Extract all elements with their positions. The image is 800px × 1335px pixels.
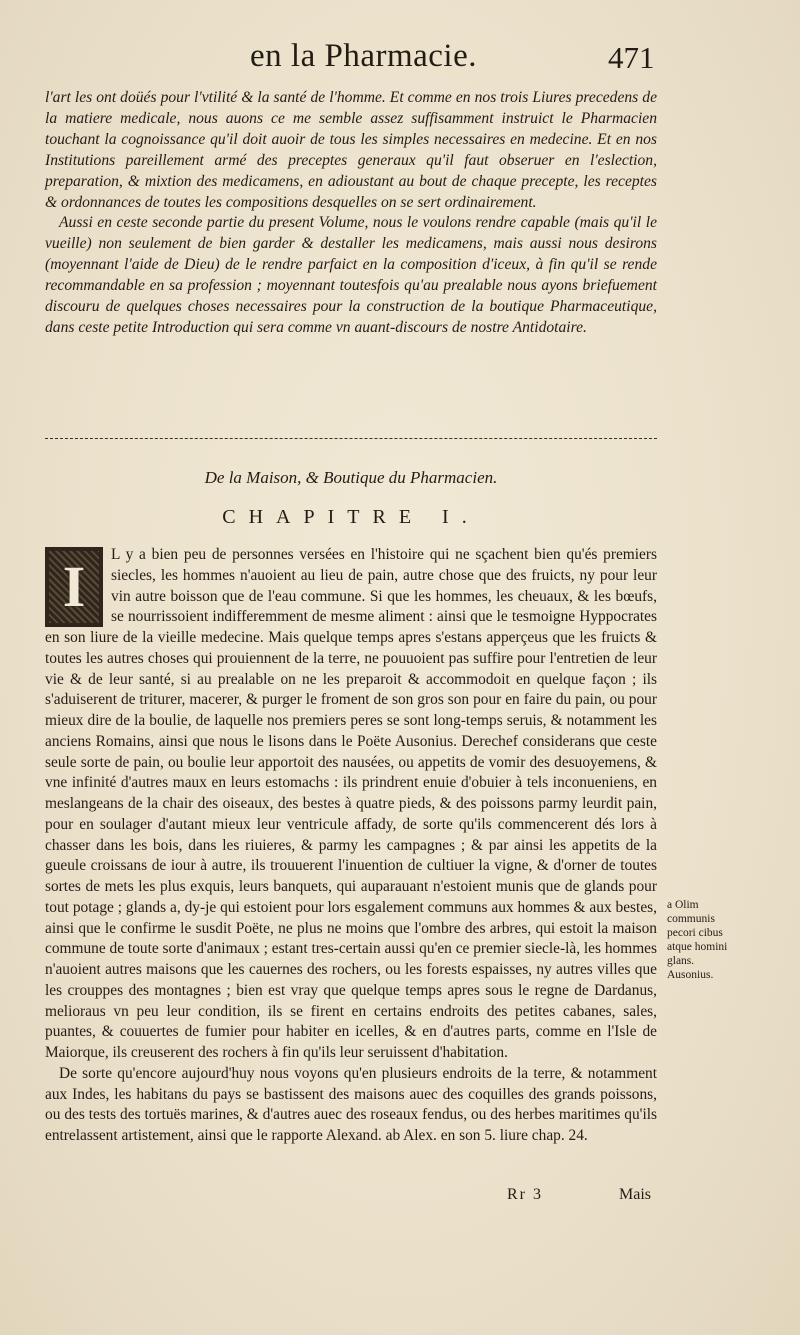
italic-paragraph-1: l'art les ont doüés pour l'vtilité & la santé de l'homme. Et comme en nos trois Liures precedens de la matiere medicale, nous auons ce me semble assez suffisamment instruict le Pharmacien touchant la cognoissance qu'il doit auoir de tous les simples necessaires en medecine. Et en nos Institutions pareillement armé des preceptes generaux qu'il faut obseruer en l'eslection, preparation, & mixtion des medicamens, en adioustant au bout de chaque precepte, les receptes & ordonnances de toutes les compositions desquelles on se sert ordinairement.: [45, 89, 657, 211]
initial-ornament: [49, 551, 99, 623]
section-divider: [45, 438, 657, 439]
body-paragraph-1: L y a bien peu de personnes versées en l'histoire qui ne sçachent bien qu'és premiers siecles, les hommes n'auoient au lieu de pain, autre chose que des fruicts, ny pour leur vin autre boisson que de l'eau commune. Si que les hommes, les cheuaux, & les bœufs, se nourrissoient indifferemment de mesme aliment : ainsi que le tesmoigne Hyppocrates en son liure de la vieille medecine. Mais quelque temps apres s'estans apperçeus que les fruicts & toutes les autres choses qui prouiennent de la terre, ne pouuoient pas suffire pour l'entretien de leur vie & de leur santé, si au prealable on ne les preparoit & accommodoit en quelque façon ; ils s'aduiserent de triturer, macerer, & purger le froment de son gros son pour en faire du pain, ou pour mieux dire de la boulie, de laquelle nos premiers peres se sont long-temps seruis, & notamment les anciens Romains, ainsi que nous le lisons dans le Poëte Ausonius. Derechef considerans que ceste seule sorte de pain, ou boulie leur apportoit des nausées, ou appetits de vomir des desuoyemens, & vne infinité d'autres maux en leurs estomachs : ils prindrent enuie d'obuier à tels inconueniens, en meslangeans de la chair des oiseaux, des bestes à quatre pieds, & des poissons parmy leurdit pain, pour en soulager d'autant mieux leur ventricule affady, de sorte qu'ils commencerent dés lors à chasser dans les bois, dans les riuieres, & parmy les campagnes ; & par ainsi les appetits de la gueule croissans de iour à autre, ils trouuerent l'inuention de cultiuer la vigne, & d'orner de toutes sortes de mets les plus exquis, leurs banquets, qui auparauant n'estoient munis que de glands pour tout potage ; glands a, dy-je qui estoient pour lors esgalement communs aux hommes & aux bestes, ainsi que le confirme le susdit Poëte, ne plus ne moins que l'ombre des arbres, qui estoit la maison commune de toute sorte d'animaux ; estant tres-certain aussi qu'en ce premier siecle-là, les hommes n'auoient autres maisons que les cauernes des rochers, ou les forests espaisses, ny autres villes que les crouppes des montagnes ; bien est vray que quelque temps apres sous le regne de Dardanus, melioraus vn peu leur condition, ils se firent en certains endroits des petites cabanes, sales, puantes, & couuertes de fumier pour habiter en icelles, & en d'autres parts, comme en l'Isle de Maiorque, ils creuserent des rochers à fin qu'ils leur seruissent d'habitation.: [45, 546, 657, 1061]
signature-mark: Rr 3: [507, 1186, 543, 1203]
page-number: 471: [608, 40, 655, 75]
italic-introduction: [45, 88, 657, 339]
body-paragraph-2: De sorte qu'encore aujourd'huy nous voyons qu'en plusieurs endroits de la terre, & notamment aux Indes, les habitans du pays se bastissent des maisons auec des coquilles des grands poissons, ou des tests des tortuës marines, & d'autres auec des roseaux fendus, ou des herbes maritimes qu'ils entrelassent artistement, ainsi que le rapporte Alexand. ab Alex. en son 5. liure chap. 24.: [45, 1064, 657, 1144]
chapter-body: [45, 545, 657, 1147]
running-title: en la Pharmacie.: [250, 38, 477, 74]
catchword: Mais: [619, 1186, 651, 1203]
italic-paragraph-2: Aussi en ceste seconde partie du present Volume, nous le voulons rendre capable (mais qu'il le vueille) non seulement de bien garder & destaller les medicamens, mais aussi nous desirons (moyennant l'aide de Dieu) de le rendre parfaict en la composition d'iceux, à fin qu'il se rende recommandable en sa profession ; moyennant toutesfois qu'au prealable nous ayons briefuement discouru de quelques choses necessaires pour la construction de la boutique Pharmaceutique, dans ceste petite Introduction qui sera comme vn auant-discours de nostre Antidotaire.: [45, 214, 657, 336]
section-title: De la Maison, & Boutique du Pharmacien.: [204, 468, 498, 487]
chapter-heading: CHAPITRE I.: [222, 506, 480, 528]
page-footer: [45, 1186, 657, 1206]
decorated-initial: [45, 547, 103, 627]
initial-letter: I: [62, 554, 86, 619]
margin-note: a Olim communis pecori cibus atque homini glans. Ausonius.: [667, 899, 728, 981]
